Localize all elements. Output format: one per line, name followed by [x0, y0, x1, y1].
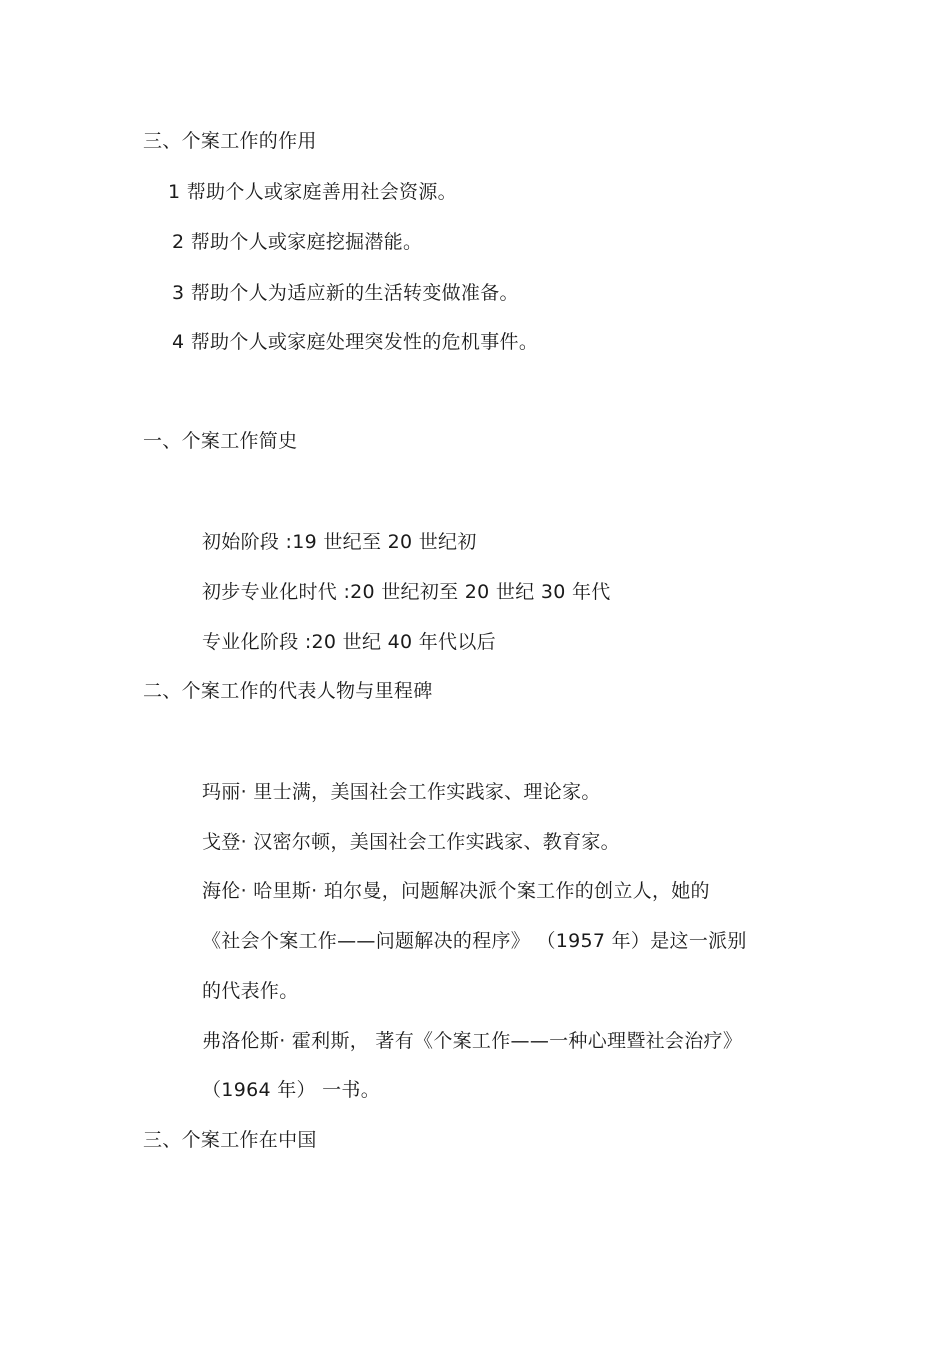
section-heading-history: 一、个案工作简史: [143, 430, 298, 452]
section-heading-role: 三、个案工作的作用: [143, 130, 317, 152]
figure-line: 海伦· 哈里斯· 珀尔曼，问题解决派个案工作的创立人，她的: [202, 880, 710, 902]
history-stage: 初步专业化时代 :20 世纪初至 20 世纪 30 年代: [202, 581, 611, 603]
figure-line: 的代表作。: [202, 980, 299, 1002]
history-stage: 专业化阶段 :20 世纪 40 年代以后: [202, 631, 496, 653]
history-stage: 初始阶段 :19 世纪至 20 世纪初: [202, 531, 477, 553]
section-heading-china: 三、个案工作在中国: [143, 1129, 317, 1151]
section-heading-figures: 二、个案工作的代表人物与里程碑: [143, 680, 433, 702]
figure-line: （1964 年） 一书。: [202, 1079, 381, 1101]
list-item: 1 帮助个人或家庭善用社会资源。: [168, 181, 457, 203]
list-item: 4 帮助个人或家庭处理突发性的危机事件。: [172, 331, 539, 353]
list-item: 2 帮助个人或家庭挖掘潜能。: [172, 231, 423, 253]
figure-line: 戈登· 汉密尔顿，美国社会工作实践家、教育家。: [202, 831, 620, 853]
list-item: 3 帮助个人为适应新的生活转变做准备。: [172, 282, 519, 304]
figure-line: 弗洛伦斯· 霍利斯， 著有《个案工作——一种心理暨社会治疗》: [202, 1030, 743, 1052]
figure-line: 《社会个案工作——问题解决的程序》 （1957 年）是这一派别: [202, 930, 747, 952]
figure-line: 玛丽· 里士满，美国社会工作实践家、理论家。: [202, 781, 601, 803]
